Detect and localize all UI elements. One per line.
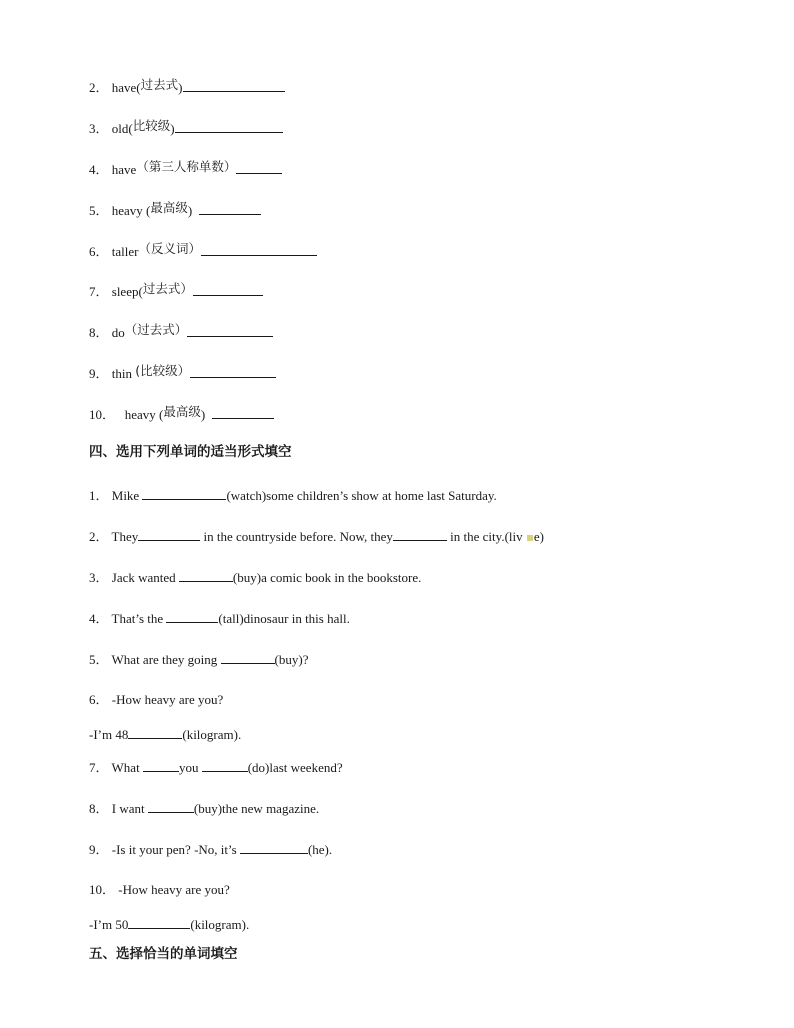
- sentence-4: [89, 610, 350, 628]
- sentence-text: Jack wanted: [111, 570, 176, 585]
- sentence-text: What are they going: [111, 652, 218, 667]
- answer-blank[interactable]: [190, 365, 276, 378]
- sentence-1: [89, 487, 497, 505]
- item-word: thin: [111, 366, 132, 381]
- highlight-marker-icon: [527, 535, 533, 541]
- answer-blank[interactable]: [143, 759, 179, 772]
- sentence-text: (buy)a comic book in the bookstore.: [232, 570, 422, 585]
- item-number: 1．: [89, 488, 109, 503]
- sentence-text: (do)last weekend?: [247, 760, 343, 775]
- item-number: 8．: [89, 325, 109, 340]
- item-close: ): [187, 203, 193, 218]
- item-close: ): [178, 80, 183, 95]
- item-number: 3．: [89, 121, 109, 136]
- sentence-9: [89, 841, 332, 859]
- sentence-5: [89, 651, 308, 669]
- item-number: 7．: [89, 284, 109, 299]
- item-6: [89, 243, 317, 261]
- item-2: [89, 79, 285, 97]
- item-number: 2．: [89, 529, 109, 544]
- sentence-3: [89, 569, 421, 587]
- sentence-text: -I’m 50: [89, 917, 129, 932]
- sentence-text: (kilogram).: [190, 917, 250, 932]
- answer-blank[interactable]: [193, 283, 263, 296]
- item-number: 8．: [89, 801, 109, 816]
- item-hint: （第三人称单数）: [136, 159, 237, 174]
- item-hint: 过去式）: [142, 281, 193, 296]
- sentence-text: (buy)?: [274, 652, 309, 667]
- sentence-text: -Is it your pen? -No, it’s: [111, 842, 237, 857]
- answer-blank[interactable]: [179, 569, 233, 582]
- sentence-text: -I’m 48: [89, 727, 129, 742]
- answer-blank[interactable]: [221, 651, 275, 664]
- item-10: [89, 406, 274, 424]
- item-word: do: [111, 325, 125, 340]
- section-heading-4: 四、选用下列单词的适当形式填空: [89, 444, 292, 460]
- answer-blank[interactable]: [199, 202, 261, 215]
- item-7: [89, 283, 263, 301]
- item-4: [89, 161, 282, 179]
- item-3: [89, 120, 283, 138]
- sentence-text: -How heavy are you?: [118, 882, 230, 897]
- answer-blank[interactable]: [138, 528, 200, 541]
- item-hint: 比较级: [132, 118, 171, 133]
- item-word: have: [111, 162, 137, 177]
- answer-blank[interactable]: [202, 759, 248, 772]
- answer-blank[interactable]: [236, 161, 282, 174]
- sentence-text: I want: [111, 801, 145, 816]
- item-5: [89, 202, 261, 220]
- sentence-text: What: [111, 760, 140, 775]
- answer-blank[interactable]: [148, 800, 194, 813]
- sentence-text: That’s the: [111, 611, 164, 626]
- sentence-text: in the countryside before. Now, they: [203, 529, 393, 544]
- item-number: 3．: [89, 570, 109, 585]
- sentence-6-answer: [89, 726, 241, 744]
- answer-blank[interactable]: [142, 487, 226, 500]
- item-8: [89, 324, 273, 342]
- item-number: 10．: [89, 882, 116, 897]
- sentence-text: in the city.(liv: [450, 529, 523, 544]
- item-hint: 最高级: [150, 200, 188, 215]
- answer-blank[interactable]: [187, 324, 273, 337]
- sentence-10-answer: [89, 916, 249, 934]
- item-number: 6．: [89, 244, 109, 259]
- item-hint: (比较级）: [135, 363, 191, 378]
- item-word: old(: [111, 121, 133, 136]
- answer-blank[interactable]: [183, 79, 285, 92]
- item-number: 7．: [89, 760, 109, 775]
- section-heading-5: 五、选择恰当的单词填空: [89, 946, 238, 962]
- sentence-8: [89, 800, 319, 818]
- item-word: heavy (: [111, 203, 151, 218]
- answer-blank[interactable]: [212, 406, 274, 419]
- sentence-6-question: [89, 691, 223, 709]
- answer-blank[interactable]: [166, 610, 218, 623]
- item-9: [89, 365, 276, 383]
- item-close: ): [170, 121, 175, 136]
- item-number: 4．: [89, 162, 109, 177]
- item-hint: 过去式: [140, 77, 179, 92]
- item-word: taller: [111, 244, 139, 259]
- sentence-7: [89, 759, 343, 777]
- item-number: 10．: [89, 407, 116, 422]
- answer-blank[interactable]: [240, 841, 308, 854]
- item-number: 5．: [89, 652, 109, 667]
- item-word: heavy (: [124, 407, 164, 422]
- sentence-2: [89, 528, 544, 546]
- sentence-text: (buy)the new magazine.: [193, 801, 320, 816]
- sentence-text: (tall)dinosaur in this hall.: [218, 611, 350, 626]
- answer-blank[interactable]: [201, 243, 317, 256]
- sentence-text: -How heavy are you?: [111, 692, 224, 707]
- item-number: 6．: [89, 692, 109, 707]
- item-hint: （反义词）: [138, 241, 201, 256]
- item-number: 9．: [89, 366, 109, 381]
- sentence-text: e): [533, 529, 544, 544]
- item-hint: 最高级: [163, 404, 201, 419]
- answer-blank[interactable]: [175, 120, 283, 133]
- sentence-10-question: [89, 881, 230, 899]
- item-number: 9．: [89, 842, 109, 857]
- sentence-text: Mike: [111, 488, 140, 503]
- sentence-text: you: [178, 760, 199, 775]
- item-number: 4．: [89, 611, 109, 626]
- answer-blank[interactable]: [128, 916, 190, 929]
- sentence-text: They: [111, 529, 139, 544]
- item-word: have(: [111, 80, 141, 95]
- sentence-text: (kilogram).: [182, 727, 242, 742]
- item-close: ): [200, 407, 206, 422]
- sentence-text: (he).: [307, 842, 333, 857]
- answer-blank[interactable]: [128, 726, 182, 739]
- answer-blank[interactable]: [393, 528, 447, 541]
- item-hint: （过去式）: [124, 322, 188, 337]
- item-number: 5．: [89, 203, 109, 218]
- item-number: 2．: [89, 80, 109, 95]
- item-word: sleep(: [111, 284, 143, 299]
- sentence-text: (watch)some children’s show at home last Saturday.: [226, 488, 497, 503]
